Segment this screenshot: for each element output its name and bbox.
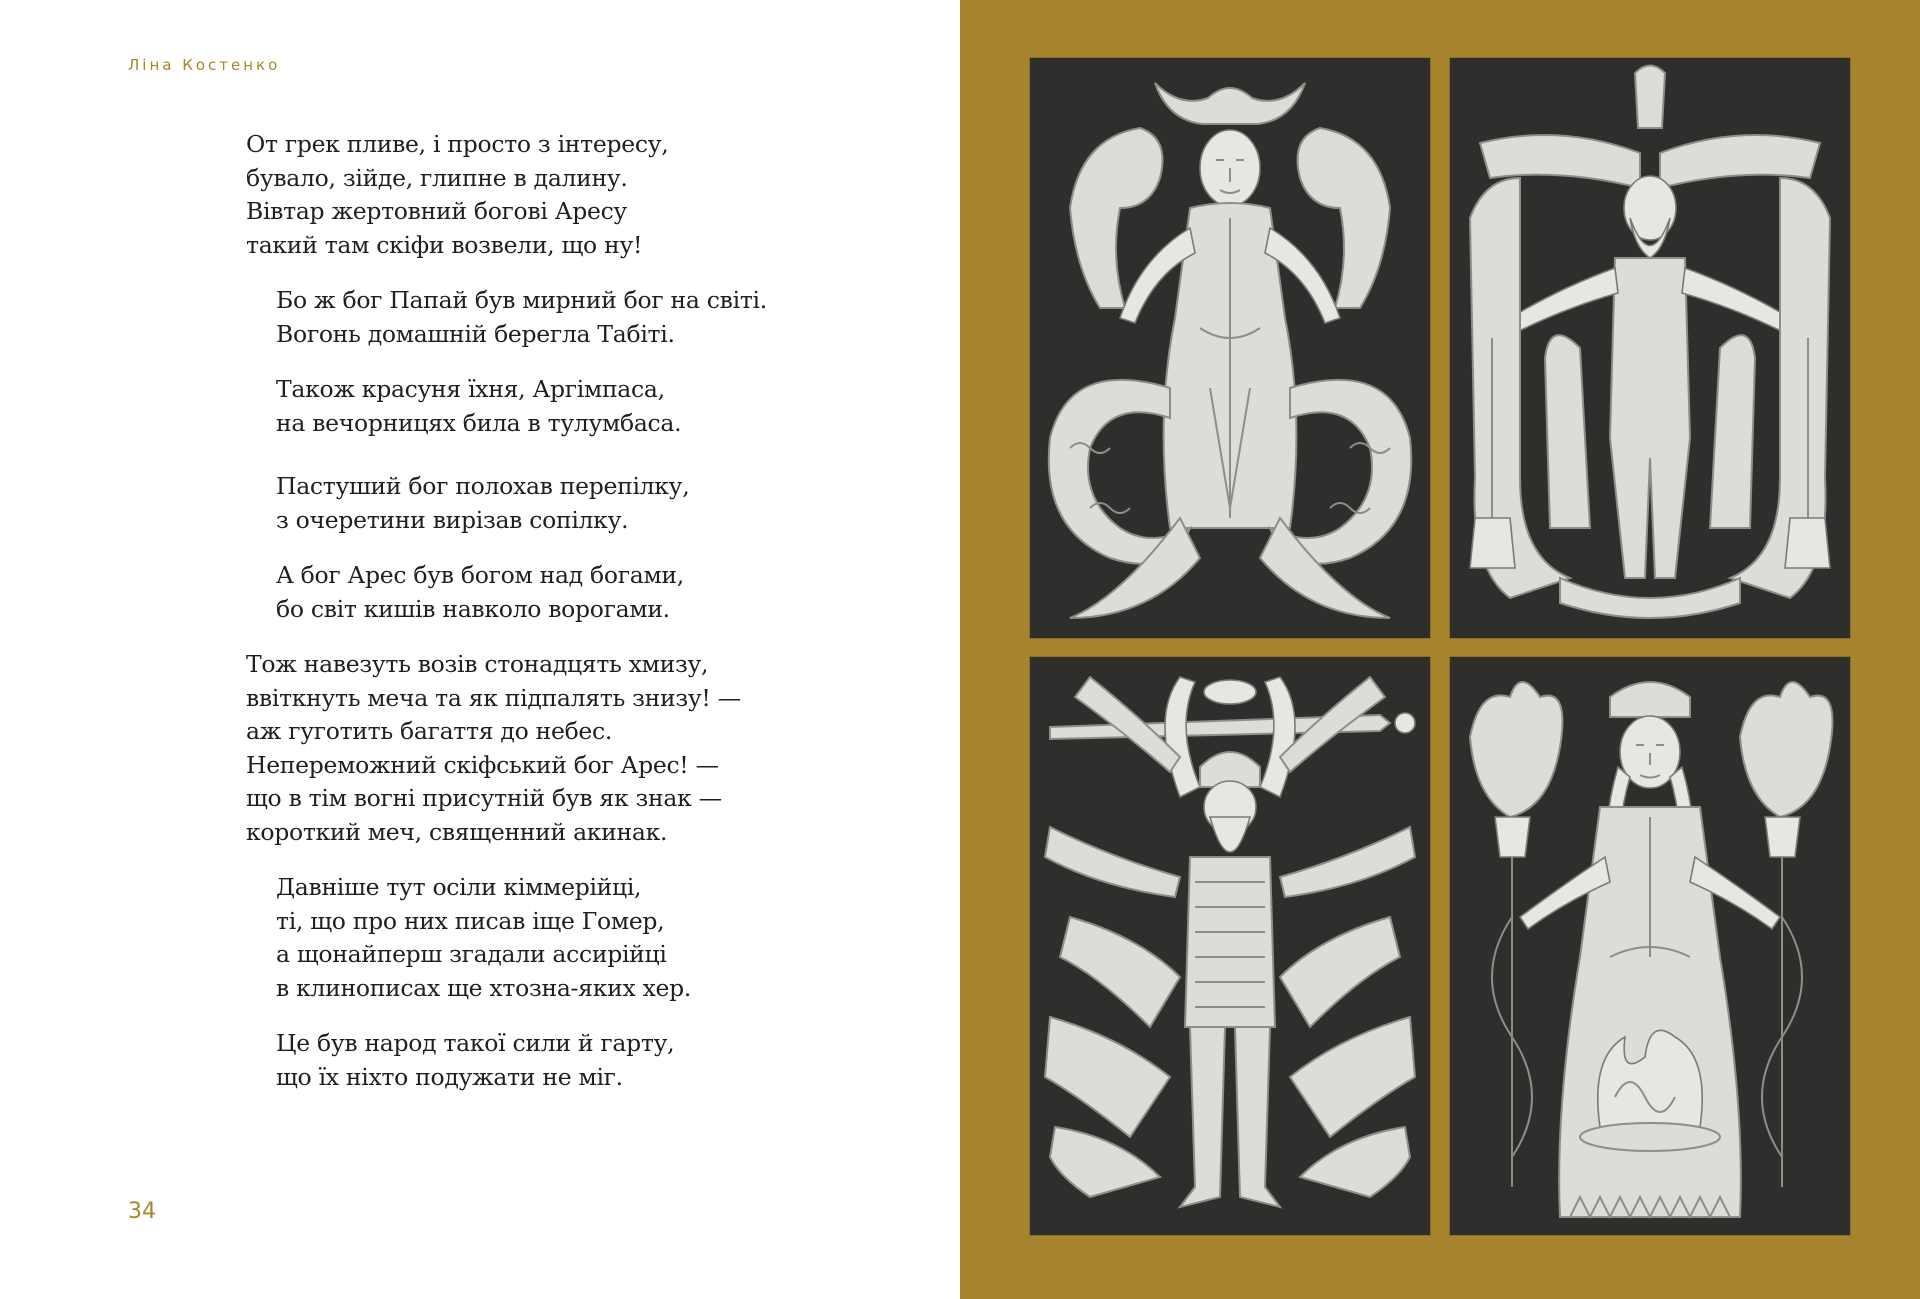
poem-line: а щонайперш згадали ассирійці [276,940,667,968]
poem-line: ввіткнуть меча та як підпалять знизу! — [246,683,741,712]
poem-line: аж гуготить багаття до небес. [246,717,613,745]
poem-line: такий там скіфи возвели, що ну! [246,230,643,259]
serpent-goddess-icon [1030,58,1430,638]
stanza-3 [246,373,926,440]
poem [246,128,926,1094]
illustration-plate-1 [1030,58,1430,638]
poem-line: Пастуший бог полохав перепілку, [276,472,690,500]
stanza-7 [246,871,926,1005]
illustration-plate-2 [1450,58,1850,638]
fire-goddess-icon [1450,657,1850,1235]
winged-god-icon [1450,58,1850,638]
poem-line: що їх ніхто подужати не міг. [276,1062,623,1091]
stanza-1 [246,128,926,262]
page-number: 34 [128,1199,156,1224]
poem-line: ті, що про них писав іще Гомер, [276,906,665,935]
stanza-4 [246,470,926,537]
poem-line: Також красуня їхня, Аргімпаса, [276,375,665,403]
poem-line: Вогонь домашній берегла Табіті. [276,319,675,348]
poem-line: От грек пливе, і просто з інтересу, [246,130,669,158]
poem-line: короткий меч, священний акинак. [246,817,668,846]
stanza-6 [246,648,926,849]
poem-line: Вівтар жертовний богові Аресу [246,197,627,225]
stanza-8 [246,1027,926,1094]
stanza-5 [246,559,926,626]
poem-line: на вечорницях била в тулумбаса. [276,408,682,437]
poem-line: Бо ж бог Папай був мирний бог на світі. [276,286,767,314]
poem-line: Це був народ такої сили й гарту, [276,1029,675,1057]
illustration-plate-4 [1450,657,1850,1235]
poem-line: Давніше тут осіли кіммерійці, [276,873,642,901]
poem-line: з очеретини вирізав сопілку. [276,505,629,534]
poem-line: бувало, зійде, глипне в далину. [246,163,628,192]
stanza-2 [246,284,926,351]
poem-line: А бог Арес був богом над богами, [276,561,684,589]
poem-line: Непереможний скіфський бог Арес! — [246,750,719,779]
running-title: Ліна Костенко [128,56,281,74]
poem-line: що в тім вогні присутній був як знак — [246,784,722,812]
poem-line: в клинописах ще хтозна-яких хер. [276,973,692,1002]
poem-line: Тож навезуть возів стонадцять хмизу, [246,650,709,678]
poem-line: бо світ кишів навколо ворогами. [276,594,670,623]
armed-warrior-god-icon [1030,657,1430,1235]
right-page [960,0,1920,1299]
illustration-plate-3 [1030,657,1430,1235]
